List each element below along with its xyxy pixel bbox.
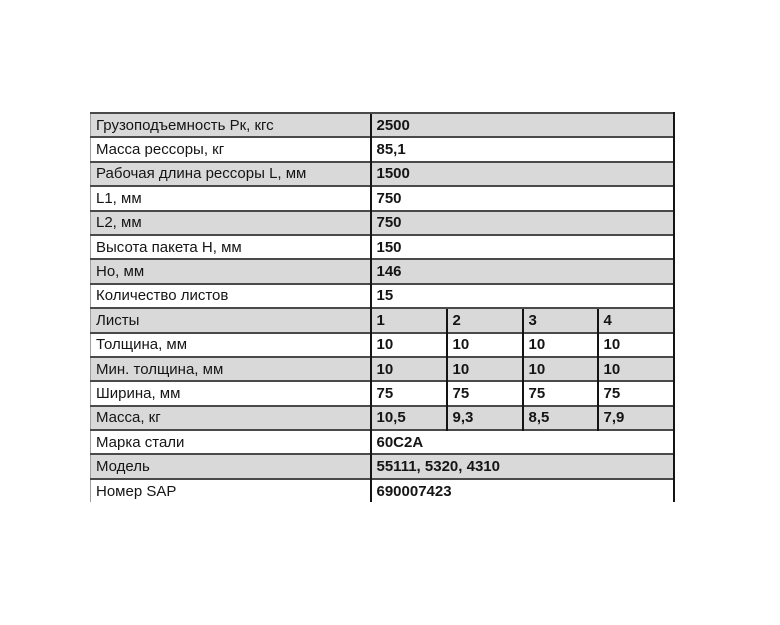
row-subvalue: 10,5 [371,406,447,430]
row-label: L1, мм [91,186,371,210]
row-label: Номер SAP [91,479,371,502]
row-subvalue: 10 [371,333,447,357]
table-row [91,113,674,137]
row-subvalue: 10 [371,357,447,381]
row-label: Количество листов [91,284,371,308]
table-row [91,479,674,502]
row-value: 146 [371,259,674,283]
row-label: Масса, кг [91,406,371,430]
table-row [91,454,674,478]
table-row [91,259,674,283]
row-subvalue: 3 [523,308,598,332]
table-row [91,308,674,332]
row-value: 750 [371,186,674,210]
table-row [91,406,674,430]
row-subvalue: 75 [523,381,598,405]
row-value: 2500 [371,113,674,137]
row-label: Но, мм [91,259,371,283]
table-row [91,162,674,186]
row-label: Модель [91,454,371,478]
row-label: L2, мм [91,211,371,235]
row-value: 55111, 5320, 4310 [371,454,674,478]
row-subvalue: 75 [598,381,674,405]
row-subvalue: 8,5 [523,406,598,430]
row-subvalue: 7,9 [598,406,674,430]
row-label: Масса рессоры, кг [91,137,371,161]
row-value: 690007423 [371,479,674,502]
row-subvalue: 10 [523,333,598,357]
row-subvalue: 9,3 [447,406,523,430]
table-row [91,333,674,357]
row-label: Листы [91,308,371,332]
row-label: Грузоподъемность Рк, кгс [91,113,371,137]
table-row [91,284,674,308]
row-subvalue: 75 [447,381,523,405]
row-label: Марка стали [91,430,371,454]
row-subvalue: 10 [447,333,523,357]
table-row [91,211,674,235]
row-label: Ширина, мм [91,381,371,405]
table-row [91,430,674,454]
row-value: 85,1 [371,137,674,161]
row-value: 750 [371,211,674,235]
row-label: Толщина, мм [91,333,371,357]
table-row [91,235,674,259]
row-value: 1500 [371,162,674,186]
table-row [91,357,674,381]
row-subvalue: 1 [371,308,447,332]
row-label: Рабочая длина рессоры L, мм [91,162,371,186]
row-value: 60С2А [371,430,674,454]
row-subvalue: 2 [447,308,523,332]
row-subvalue: 75 [371,381,447,405]
row-value: 150 [371,235,674,259]
row-subvalue: 10 [598,357,674,381]
row-value: 15 [371,284,674,308]
row-label: Мин. толщина, мм [91,357,371,381]
row-label: Высота пакета Н, мм [91,235,371,259]
table-row [91,186,674,210]
row-subvalue: 4 [598,308,674,332]
row-subvalue: 10 [598,333,674,357]
row-subvalue: 10 [523,357,598,381]
table-row [91,381,674,405]
row-subvalue: 10 [447,357,523,381]
table-row [91,137,674,161]
spec-table [90,112,675,502]
